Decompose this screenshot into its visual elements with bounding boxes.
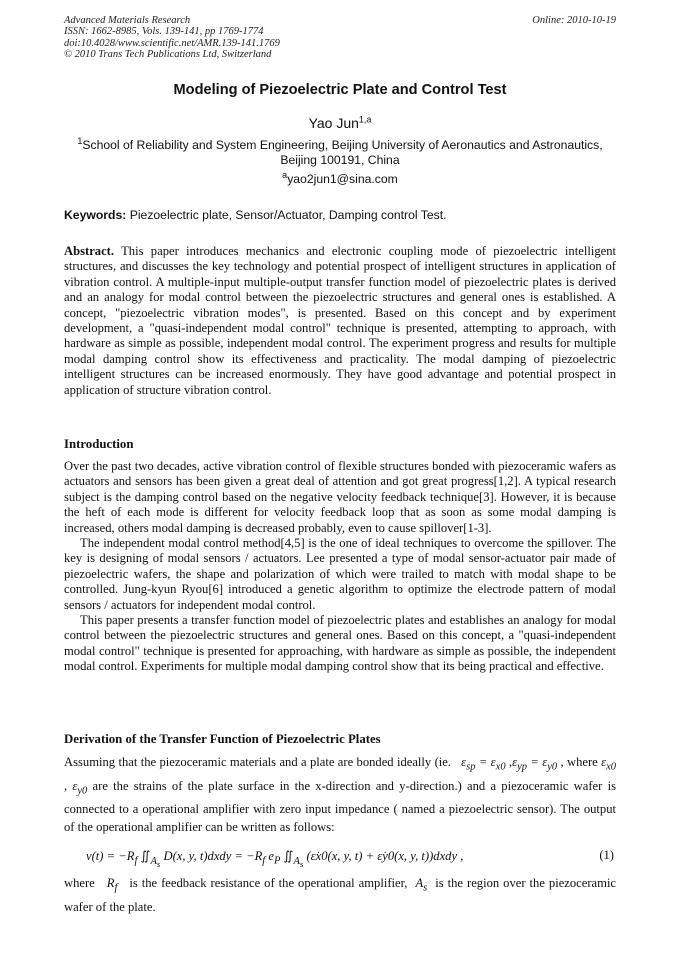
keywords <box>64 208 616 222</box>
author <box>64 115 616 131</box>
email <box>64 169 616 186</box>
online-date: Online: 2010-10-19 <box>532 15 616 26</box>
email-sup: a <box>282 169 288 180</box>
post-equation-text: where $R_f$ is the feedback resistance of the operational amplifier, $A_s$ is the region over the piezoceramic wafer of the plate. <box>64 876 617 914</box>
email-address: yao2jun1@sina.com <box>287 172 398 186</box>
abstract-text: This paper introduces mechanics and electronic coupling mode of piezoelectric intelligent structures, and discusses the key technology and potential prospect of intelligent structures in application of vibration control. A multiple-input multiple-output transfer function model of piezoelectric plates is derived and an analogy for modal control between the piezoelectric structures and general ones is established. A concept, "piezoelectric vibration modes", is presented. Based on this concept and by experiment development, a "quasi-independent modal control" technique is presented, attempting to approach, with hardware as simple as possible, independent modal control. The experiment progress and results for multiple modal damping control show its effectiveness and practicality. The modal damping of piezoelectric intelligent structures can be increased enormously. They have good advantage and potential prospect in application of structure vibration control. <box>64 244 616 397</box>
affiliation <box>64 135 616 168</box>
affiliation-line2: Beijing 100191, China <box>280 153 400 167</box>
author-sup: 1,a <box>358 114 372 125</box>
intro-paragraph-1: Over the past two decades, active vibration control of flexible structures bonded with piezoceramic wafers as actuators and sensors has been given a great deal of attention and got great progress[1,2]. A typical research subject is the damping control based on the negative velocity feedback technique[3]. However, it is because the heft of each mode is different for velocity feedback loop that as soon as some modal damping is increased, others modal damping is decreased probably, even to cause spillover[1-3]. <box>64 459 616 535</box>
copyright: © 2010 Trans Tech Publications Ltd, Switzerland <box>64 48 272 60</box>
abstract <box>64 244 616 398</box>
intro-paragraph-2: The independent modal control method[4,5] is the one of ideal techniques to overcome the spillover. The key is designing of modal sensors / actuators. Lee presented a type of modal sensor-actuator pair made of piezoelectric wafers, the shape and polarization of which were trailed to match with modal shape to be controlled. Jung-kyun Ryou[6] introduced a genetic algorithm to optimize the electrode pattern of modal sensors / actuators for independent modal control. <box>64 536 616 612</box>
derivation-heading: Derivation of the Transfer Function of Piezoelectric Plates <box>64 732 381 746</box>
derivation-text-b: where <box>567 755 598 769</box>
intro-paragraph-3: This paper presents a transfer function model of piezoelectric plates and establishes an analogy for modal control between the piezoelectric structures and general ones. Based on this concept, a "quasi-independent modal control" technique is presented for approaching, with hardware as simple as possible, the independent modal control. Experiments for multiple modal damping control show that its being practical and effective. <box>64 613 616 674</box>
issn: ISSN: 1662-8985, Vols. 139-141, pp 1769-1774 <box>64 26 264 38</box>
journal-name: Advanced Materials Research <box>64 15 191 26</box>
equation-expression: $v(t) = -R_f$ $∬_{A_s}$ D(x, y, t)dxdy = $-R_f$ $e_P$ $∬_{A_s}$ (ε̇x0(x, y, t) + ε̇y0(x, y, t))dxdy , <box>86 849 464 869</box>
introduction-body <box>64 459 616 675</box>
doi: doi:10.4028/www.scientific.net/AMR.139-141.1769 <box>64 37 280 49</box>
introduction-heading: Introduction <box>64 437 134 451</box>
equation-1 <box>64 844 616 868</box>
strain-equality: $\varepsilon_{sp} = \varepsilon_{x0}$ $,\varepsilon_{yp} = \varepsilon_{y0}$ , <box>454 755 564 773</box>
strain-symbols: $\varepsilon_{x0}$ , $\varepsilon_{y0}$ <box>64 755 617 797</box>
derivation-body <box>64 753 616 836</box>
equation-number: (1) <box>599 848 614 862</box>
affiliation-line1: School of Reliability and System Engineering, Beijing University of Aeronautics and Astronautics, <box>82 138 603 152</box>
journal-header <box>64 15 616 60</box>
paper-title: Modeling of Piezoelectric Plate and Control Test <box>173 82 507 98</box>
affiliation-sup: 1 <box>77 135 83 146</box>
abstract-label: Abstract. <box>64 244 115 258</box>
derivation-text-c: are the strains of the plate surface in the x-direction and y-direction.) and a piezoceramic wafer is connected to a operational amplifier with zero input impedance ( named a piezoelectric sensor). The output of the operational amplifier can be written as follows: <box>64 778 616 835</box>
author-name: Yao Jun <box>308 115 359 131</box>
derivation-text-a: Assuming that the piezoceramic materials and a plate are bonded ideally (ie. <box>64 755 452 769</box>
keywords-text: Piezoelectric plate, Sensor/Actuator, Damping control Test. <box>126 208 447 222</box>
keywords-label: Keywords: <box>64 208 127 222</box>
